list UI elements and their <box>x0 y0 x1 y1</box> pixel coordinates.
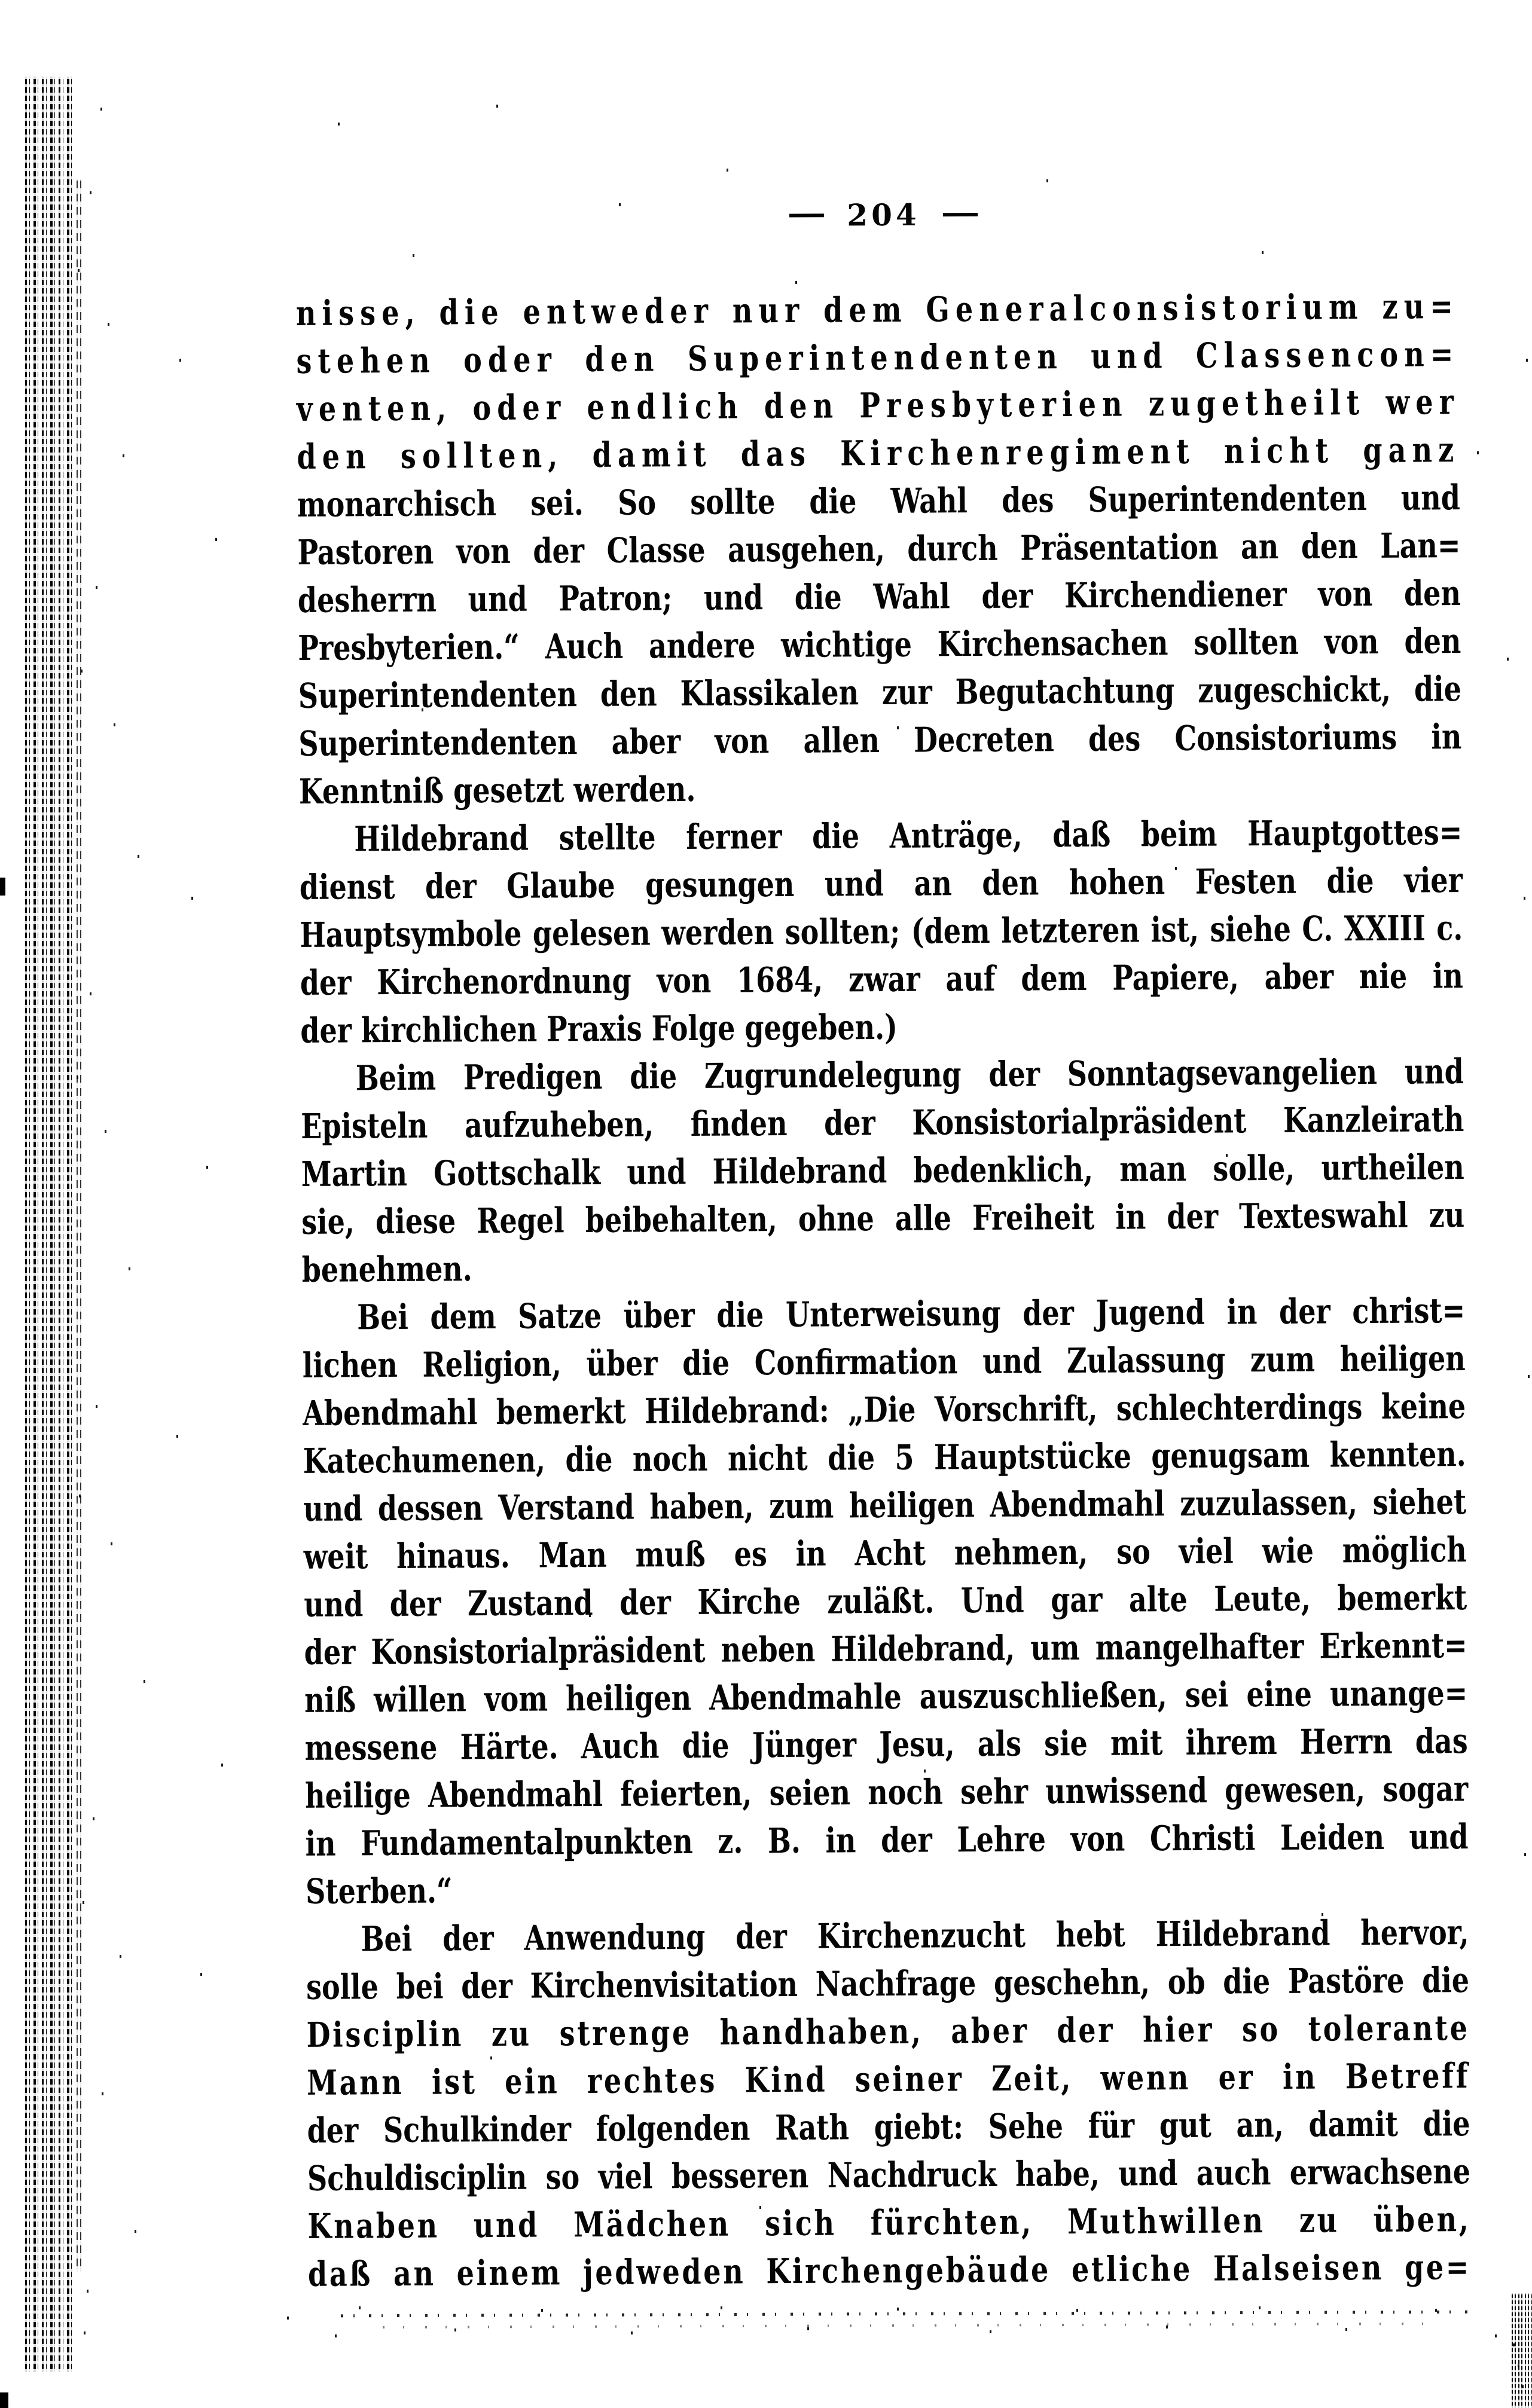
text-line: und der Zustand der Kirche zuläßt. Und gar alte Leute, bemerkt <box>303 1577 1467 1625</box>
text-line: benehmen. <box>301 1248 472 1290</box>
text-line: Presbyterien.“ Auch andere wichtige Kirchensachen sollten von den <box>298 621 1461 668</box>
text-line: Pastoren von der Classe ausgehen, durch Präsentation an den Lan= <box>297 525 1461 573</box>
text-line: Hauptsymbole gelesen werden sollten; (dem letzteren ist, siehe C. XXIII c. <box>300 907 1463 955</box>
text-line: Mann ist ein rechtes Kind seiner Zeit, wenn er in Betreff <box>306 2055 1470 2103</box>
text-line: der kirchlichen Praxis Folge gegeben.) <box>300 1007 898 1051</box>
text-line: Sterben.“ <box>305 1870 453 1912</box>
scan-noise-left-band <box>25 77 74 2372</box>
text-line: Knaben und Mädchen sich fürchten, Muthwillen zu üben, <box>307 2199 1471 2247</box>
text-line: Abendmahl bemerkt Hildebrand: „Die Vorschrift, schlechterdings keine <box>303 1386 1466 1434</box>
text-line: Disciplin zu strenge handhaben, aber der hier so tolerante <box>306 2007 1470 2055</box>
page-header <box>302 194 1465 236</box>
text-block <box>296 282 1471 2298</box>
text-line: heilige Abendmahl feierten, seien noch sehr unwissend gewesen, sogar <box>304 1768 1469 1816</box>
text-line: venten, oder endlich den Presbyterien zugetheilt wer <box>296 381 1460 429</box>
text-line: stehen oder den Superintendenten und Classencon= <box>296 334 1460 381</box>
text-line: dienst der Glaube gesungen und an den hohen Festen die vier <box>299 860 1463 907</box>
text-line: Schuldisciplin so viel besseren Nachdruck habe, und auch erwachsene <box>307 2151 1471 2199</box>
text-line: den sollten, damit das Kirchenregiment nicht ganz <box>297 429 1460 477</box>
scan-edge-mark <box>0 878 5 896</box>
text-line: weit hinaus. Man muß es in Acht nehmen, so viel wie möglich <box>303 1529 1467 1577</box>
scan-noise-right-band <box>1512 2293 1532 2408</box>
text-line: Bei dem Satze über die Unterweisung der Jugend in der christ= <box>357 1290 1466 1338</box>
scan-noise-bottom-row-2 <box>383 2323 1429 2328</box>
text-line: Bei der Anwendung der Kirchenzucht hebt Hildebrand hervor, <box>361 1912 1469 1960</box>
header-right-dash: — <box>941 194 980 230</box>
text-line: der Konsistorialpräsident neben Hildebrand, um mangelhafter Erkennt= <box>304 1625 1467 1673</box>
text-line: lichen Religion, über die Confirmation und Zulassung zum heiligen <box>302 1338 1466 1386</box>
scan-corner-mark <box>0 2392 8 2408</box>
text-line: niß willen vom heiligen Abendmahle auszuschließen, sei eine unange= <box>304 1673 1468 1721</box>
page-number: 204 <box>847 197 920 233</box>
text-line: Episteln aufzuheben, finden der Konsistorialpräsident Kanzleirath <box>301 1099 1464 1147</box>
text-line: Katechumenen, die noch nicht die 5 Hauptstücke genugsam kennten. <box>303 1434 1466 1481</box>
text-line: nisse, die entweder nur dem Generalconsistorium zu= <box>295 286 1460 334</box>
text-line: Beim Predigen die Zugrundelegung der Sonntagsevangelien und <box>355 1051 1464 1099</box>
text-line: messene Härte. Auch die Jünger Jesu, als sie mit ihrem Herrn das <box>304 1721 1468 1768</box>
text-line: daß an einem jedweden Kirchengebäude etliche Halseisen ge= <box>307 2247 1472 2294</box>
text-line: Superintendenten aber von allen Decreten des Consistoriums in <box>298 716 1462 764</box>
header-left-dash: — <box>787 195 826 231</box>
scan-noise-left-band-2 <box>77 179 84 2272</box>
scan-noise-bottom-row <box>341 2311 1477 2318</box>
text-line: der Kirchenordnung von 1684, zwar auf dem Papiere, aber nie in <box>300 955 1464 1003</box>
text-line: in Fundamentalpunkten z. B. in der Lehre von Christi Leiden und <box>305 1816 1469 1864</box>
scan-speckles <box>0 0 2 3</box>
text-line: und dessen Verstand haben, zum heiligen Abendmahl zuzulassen, siehet <box>303 1481 1467 1529</box>
text-line: Hildebrand stellte ferner die Anträge, daß beim Hauptgottes= <box>354 812 1463 860</box>
text-line: Superintendenten den Klassikalen zur Begutachtung zugeschickt, die <box>298 668 1462 716</box>
text-line: Kenntniß gesetzt werden. <box>298 769 696 812</box>
text-line: desherrn und Patron; und die Wahl der Kirchendiener von den <box>297 573 1461 621</box>
text-line: monarchisch sei. So sollte die Wahl des Superintendenten und <box>297 477 1461 525</box>
text-line: sie, diese Regel beibehalten, ohne alle Freiheit in der Texteswahl zu <box>301 1194 1465 1242</box>
text-line: solle bei der Kirchenvisitation Nachfrage geschehn, ob die Pastöre die <box>306 1960 1470 2007</box>
text-line: Martin Gottschalk und Hildebrand bedenklich, man solle, urtheilen <box>301 1147 1464 1194</box>
text-line: der Schulkinder folgenden Rath giebt: Sehe für gut an, damit die <box>307 2103 1470 2151</box>
